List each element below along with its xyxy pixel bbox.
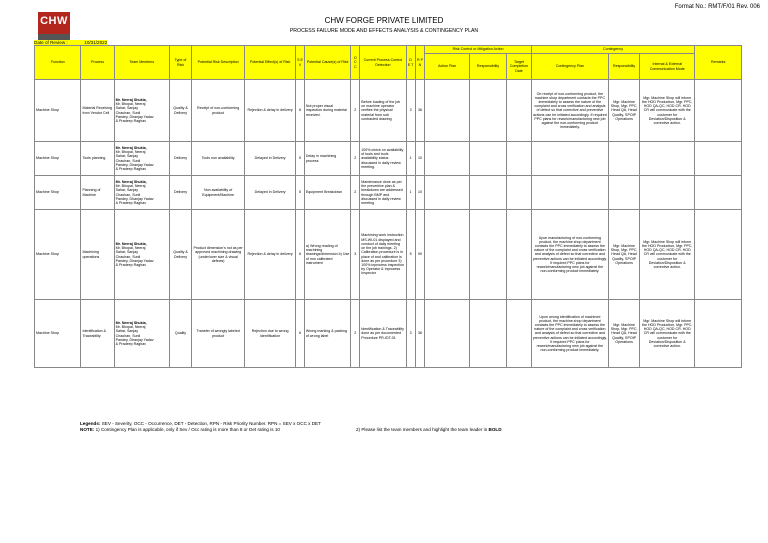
- team-member: Sahar, Sanjay: [115, 329, 139, 334]
- row-remarks: [695, 142, 742, 176]
- col-type: Type of Risk: [169, 46, 191, 80]
- row-risk-desc: Transfer of wrongly labeled product: [192, 300, 245, 368]
- row-occ: 2: [351, 176, 360, 210]
- table-row: [35, 176, 742, 210]
- row-process: Material Receiving from Vendor Cell: [81, 80, 114, 142]
- row-causes: Not proper visual inspection during material received.: [304, 80, 350, 142]
- note-1: 1) Contingency Plan is applicable, only if Sev / Occ rating is more than 8 or Det rating is 10: [95, 427, 280, 432]
- team-leader: Mr. Neeraj Shukla,: [115, 145, 147, 150]
- team-member: Sahar, Sanjay: [115, 106, 139, 111]
- row-contingency-plan: Upon manufacturing of non-conforming product, the machine shop department contacts the PPC immediately to assess the nature of the complaint and cross verification and analysis of defect so that corrective and preventive actions can be initiated accordingly. If required PPC plans for rework/manufacturing new job against the non-conforming product immediately.: [531, 210, 608, 300]
- team-leader: Mr. Neeraj Shukla,: [115, 179, 147, 184]
- row-responsibility: [469, 80, 507, 142]
- row-target-date: [507, 142, 531, 176]
- team-leader: Mr. Neeraj Shukla,: [115, 97, 147, 102]
- team-member: Sahar, Sanjay: [115, 250, 139, 255]
- row-process: Identification & Traceability: [81, 300, 114, 368]
- col-contingency-responsibility: Responsibility: [609, 54, 640, 80]
- table-row: [35, 142, 742, 176]
- row-contingency-plan: [531, 176, 608, 210]
- row-det: 1: [406, 142, 415, 176]
- row-effects: Delayed in Delivery: [245, 176, 296, 210]
- row-det: 1: [406, 176, 415, 210]
- row-function: Machine Shop: [35, 142, 81, 176]
- team-member: Chauhan, Sunil: [115, 158, 141, 163]
- row-det: 3: [406, 300, 415, 368]
- col-remarks: Remarks: [695, 46, 742, 80]
- row-rpn: 10: [415, 176, 425, 210]
- row-remarks: [695, 176, 742, 210]
- row-team: [114, 176, 169, 210]
- row-effects: Rejection & delay in delivery: [245, 80, 296, 142]
- row-responsibility: [469, 142, 507, 176]
- team-member: Chauhan, Sunil: [115, 110, 141, 115]
- row-function: Machine Shop: [35, 176, 81, 210]
- team-member: Mr. Bhopal, Neeraj: [115, 150, 146, 155]
- team-member: Pandey, Dhanjay Yadav: [115, 337, 154, 342]
- row-type: Delivery: [169, 176, 191, 210]
- row-team: [114, 300, 169, 368]
- row-contingency-responsibility: Mgr. Machine Shop, Mgr. PPC, Head QA, Head Quality, SPOIP Operations: [609, 80, 640, 142]
- legends-label: Legends:: [80, 421, 101, 426]
- row-team: [114, 80, 169, 142]
- row-controls: 100% check on availability of tools and tools availability status discussed in daily review meeting.: [360, 142, 406, 176]
- row-target-date: [507, 176, 531, 210]
- review-date-value: 10/31/2022: [84, 40, 108, 45]
- note-2: [356, 427, 502, 432]
- col-function: Function: [35, 46, 81, 80]
- row-responsibility: [469, 176, 507, 210]
- team-member: & Pradeep Raghav: [115, 166, 147, 171]
- col-group-contingency: Contingency: [531, 46, 695, 54]
- col-team: Team Members: [114, 46, 169, 80]
- col-target-date: Target Completion Date: [507, 54, 531, 80]
- pfmea-table: [34, 45, 742, 368]
- row-causes: a) Wrong reading of machining drawings/dimension b) Use of non calibrated instrument: [304, 210, 350, 300]
- team-member: & Pradeep Raghav: [115, 262, 147, 267]
- row-communication-mode: [640, 142, 695, 176]
- row-controls: Identification & Traceability done as per documented Procedure PR-IDT-01: [360, 300, 406, 368]
- row-occ: 2: [351, 300, 360, 368]
- team-member: Pandey, Dhanjay Yadav: [115, 162, 154, 167]
- row-rpn: 36: [415, 80, 425, 142]
- team-member: Pandey, Dhanjay Yadav: [115, 196, 154, 201]
- row-communication-mode: Mgr. Machine Shop will inform the HOD Production, Mgr. PPC, HOD QA-QC, HOD CR. HOD CR will communicate with the customer for Deviation/Disposition & corrective action.: [640, 300, 695, 368]
- row-action-plan: [425, 300, 469, 368]
- col-group-risk-control: Risk Control or Mitigation Action: [425, 46, 531, 54]
- row-remarks: [695, 210, 742, 300]
- row-function: Machine Shop: [35, 210, 81, 300]
- document-title: CHW FORGE PRIVATE LIMITED: [324, 16, 444, 25]
- col-process: Process: [81, 46, 114, 80]
- row-sev: 5: [296, 142, 305, 176]
- team-member: Mr. Bhopal, Neeraj: [115, 184, 146, 189]
- row-action-plan: [425, 142, 469, 176]
- col-action-plan: Action Plan: [425, 54, 469, 80]
- review-date-label: Date of Review :: [34, 40, 68, 45]
- row-responsibility: [469, 210, 507, 300]
- row-action-plan: [425, 210, 469, 300]
- row-action-plan: [425, 80, 469, 142]
- col-causes: Potential Cause(s) of Risk: [304, 46, 350, 80]
- team-member: Mr. Bhopal, Neeraj: [115, 246, 146, 251]
- table-row: [35, 210, 742, 300]
- row-sev: 6: [296, 210, 305, 300]
- row-communication-mode: Mgr. Machine Shop will inform the HOD Production, Mgr. PPC, HOD QA-QC, HOD CR. HOD CR will communicate with the customer for Deviation/Disposition & corrective action.: [640, 80, 695, 142]
- row-remarks: [695, 80, 742, 142]
- legend-block: [80, 421, 321, 433]
- row-causes: Wrong marking & packing of wrong label: [304, 300, 350, 368]
- row-risk-desc: Receipt of non-conforming product: [192, 80, 245, 142]
- row-controls: Machining work instruction MS-WI-01 displayed and conduct of daily meeting on the job trainings. 2) Calibration procedure is in place of and calibration is done as per procedure 3) 100% inprocess inspection by Operator & Inprocess Inspector: [360, 210, 406, 300]
- row-occ: 2: [351, 142, 360, 176]
- row-process: Machining operations: [81, 210, 114, 300]
- row-function: Machine Shop: [35, 80, 81, 142]
- row-effects: Delayed in Delivery: [245, 142, 296, 176]
- row-contingency-plan: Upon wrong identification of machined product, the machine shop department contacts the PPC immediately to assess the nature of the complaint and cross verification and analysis of defect so that corrective and preventive actions can be initiated accordingly. If required PPC plans for rework/manufacturing new job against the non-conforming product immediately.: [531, 300, 608, 368]
- team-member: Mr. Bhopal, Neeraj: [115, 102, 146, 107]
- row-target-date: [507, 210, 531, 300]
- row-causes: Delay in machining process: [304, 142, 350, 176]
- row-rpn: 10: [415, 142, 425, 176]
- row-sev: 5: [296, 176, 305, 210]
- row-risk-desc: Product dimension's not as per approved machining drawing (under/over size & visual defects): [192, 210, 245, 300]
- row-contingency-plan: On receipt of non-conforming product, the machine shop department contacts the PPC immediately to assess the nature of the complaint and cross verification and analysis of defect so that corrective and preventive actions can be initiated accordingly. If required PPC plans for rework/manufacturing new job against the non-conforming product immediately.: [531, 80, 608, 142]
- team-member: Mr. Bhopal, Neeraj: [115, 325, 146, 330]
- team-leader: Mr. Neeraj Shukla,: [115, 320, 147, 325]
- legends-text: SEV - Severity, OCC - Occurrence, DET - Detection, RPN - Risk Priority Number. RPN = SEV x OCC x DET: [101, 421, 321, 426]
- row-contingency-responsibility: Mgr. Machine Shop, Mgr. PPC, Head QA, Head Quality, SPOIP Operations: [609, 210, 640, 300]
- row-controls: Maintenance done as per the preventive plan & breakdown are addressed through BMP and discussed in daily review meeting: [360, 176, 406, 210]
- row-function: Machine Shop: [35, 300, 81, 368]
- col-contingency-plan: Contingency Plan: [531, 54, 608, 80]
- col-det: D E T: [406, 46, 415, 80]
- row-sev: 6: [296, 80, 305, 142]
- team-member: & Pradeep Raghav: [115, 118, 147, 123]
- row-occ: 3: [351, 210, 360, 300]
- row-contingency-responsibility: Mgr. Machine Shop, Mgr. PPC, Head QA, Head Quality, SPOIP Operations: [609, 300, 640, 368]
- row-det: 3: [406, 80, 415, 142]
- col-risk-desc: Potential Risk Description: [192, 46, 245, 80]
- row-rpn: 90: [415, 210, 425, 300]
- row-controls: Before loading of the job on machine operator verifies the physical material from sub contracted drawing: [360, 80, 406, 142]
- col-rpn: R P N: [415, 46, 425, 80]
- row-team: [114, 142, 169, 176]
- team-member: & Pradeep Raghav: [115, 200, 147, 205]
- row-type: Delivery: [169, 142, 191, 176]
- col-communication-mode: Internal & External Communication Mode: [640, 54, 695, 80]
- row-risk-desc: Tools non availability: [192, 142, 245, 176]
- note-2-text: 2) Please list the team members and highlight the team leader in: [356, 427, 488, 432]
- row-contingency-responsibility: [609, 176, 640, 210]
- row-remarks: [695, 300, 742, 368]
- row-sev: 6: [296, 300, 305, 368]
- row-occ: 2: [351, 80, 360, 142]
- team-member: Sahar, Sanjay: [115, 154, 139, 159]
- col-occ: O C C: [351, 46, 360, 80]
- row-process: Tools planning: [81, 142, 114, 176]
- row-contingency-plan: [531, 142, 608, 176]
- form-number: Format No.: RMT/F/01 Rev. 006: [674, 4, 760, 10]
- table-row: [35, 80, 742, 142]
- row-type: Quality: [169, 300, 191, 368]
- team-member: & Pradeep Raghav: [115, 341, 147, 346]
- document-subtitle: PROCESS FAILURE MODE AND EFFECTS ANALYSIS & CONTINGENCY PLAN: [289, 28, 479, 34]
- note-label: NOTE:: [80, 427, 95, 432]
- team-member: Chauhan, Sunil: [115, 254, 141, 259]
- team-member: Chauhan, Sunil: [115, 192, 141, 197]
- row-team: [114, 210, 169, 300]
- team-member: Pandey, Dhanjay Yadav: [115, 258, 154, 263]
- row-communication-mode: Mgr. Machine Shop will inform the HOD Production, Mgr. PPC, HOD QA-QC, HOD CR. HOD CR will communicate with the customer for Deviation/Disposition & corrective action.: [640, 210, 695, 300]
- row-target-date: [507, 80, 531, 142]
- row-action-plan: [425, 176, 469, 210]
- row-det: 5: [406, 210, 415, 300]
- row-contingency-responsibility: [609, 142, 640, 176]
- row-causes: Equipment Breakdown: [304, 176, 350, 210]
- team-member: Chauhan, Sunil: [115, 333, 141, 338]
- company-logo: CHW: [38, 12, 70, 34]
- team-leader: Mr. Neeraj Shukla,: [115, 241, 147, 246]
- row-risk-desc: Non availability of Equipment/Machine: [192, 176, 245, 210]
- table-row: [35, 300, 742, 368]
- row-rpn: 36: [415, 300, 425, 368]
- col-controls: Current Process Control Detection: [360, 46, 406, 80]
- col-responsibility: Responsibility: [469, 54, 507, 80]
- team-member: Sahar, Sanjay: [115, 188, 139, 193]
- row-type: Quality & Delivery: [169, 80, 191, 142]
- row-process: Planning of Machine: [81, 176, 114, 210]
- team-member: Pandey, Dhanjay Yadav: [115, 114, 154, 119]
- row-target-date: [507, 300, 531, 368]
- row-effects: Rejection & delay in delivery: [245, 210, 296, 300]
- row-effects: Rejection due to wrong identification: [245, 300, 296, 368]
- col-sev: S E V: [296, 46, 305, 80]
- note-2-bold: BOLD: [488, 427, 502, 432]
- row-responsibility: [469, 300, 507, 368]
- col-effects: Potential Effect(s) of Risk: [245, 46, 296, 80]
- row-type: Quality & Delivery: [169, 210, 191, 300]
- row-communication-mode: [640, 176, 695, 210]
